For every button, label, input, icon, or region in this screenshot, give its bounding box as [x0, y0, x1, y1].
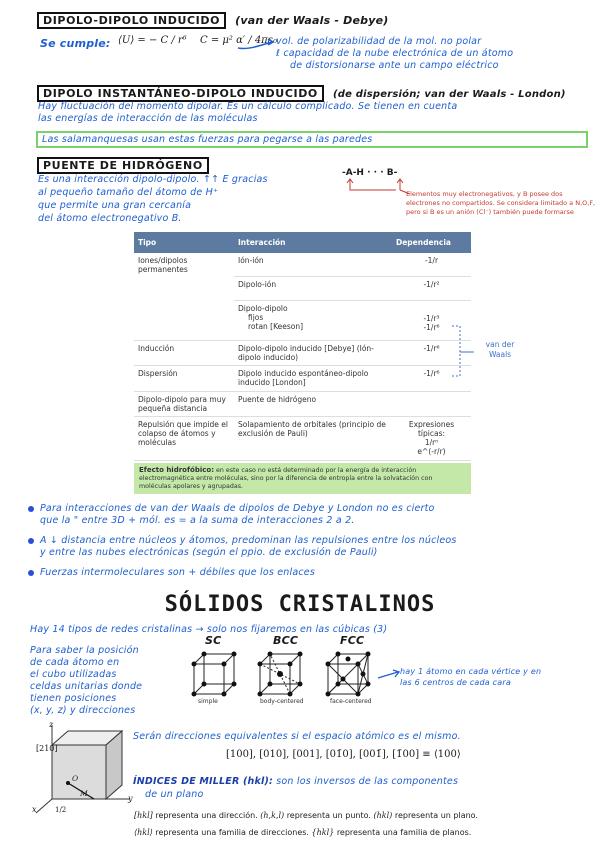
text-line: celdas unitarias donde [30, 681, 143, 692]
list-item [28, 535, 598, 559]
fcc-cube-diagram [324, 650, 376, 702]
fcc-label: FCC [340, 634, 365, 647]
equivalent-directions-formula: [100], [010], [001], [01̄0], [001̄], [1̄00] ≡ ⟨100⟩ [226, 749, 461, 760]
cell-dependencia: -1/r [392, 253, 471, 276]
fluctuation-text [38, 101, 598, 125]
note-line: ℓ capacidad de la nube electrónica de un átomo [276, 48, 514, 59]
vdw-label: van der Waals [485, 340, 515, 359]
list-item [28, 503, 598, 527]
text-line: Para saber la posición [30, 645, 139, 656]
cell-text: -1/r⁶ [423, 322, 440, 332]
fraction-label: 1/2 [55, 806, 67, 814]
position-explanation [30, 645, 205, 717]
cell-tipo: Dipolo-dipolo para muy pequeña distancia [134, 391, 234, 416]
text-line: Fuerzas intermoleculares son + débiles que los enlaces [40, 567, 316, 578]
miller-cube-diagram [24, 723, 134, 818]
miller-definition-cont: de un plano [145, 789, 204, 800]
gecko-note: Las salamanquesas usan estas fuerzas para pegarse a las paredes [36, 131, 588, 148]
formula-constant: C = μ² α′ / 4πε₀ [200, 35, 278, 46]
section-subtitle: (van der Waals - Debye) [235, 14, 389, 27]
cell-tipo: Iones/dipolos permanentes [134, 253, 234, 340]
text-line: las 6 centros de cada cara [400, 678, 511, 687]
interactions-table [134, 232, 471, 461]
cell-tipo: Inducción [134, 340, 234, 365]
table-row [134, 391, 471, 416]
text-line: las energías de interacción de las moléculas [38, 113, 258, 124]
point-m-label: M [80, 789, 88, 798]
miller-definition: son los inversos de las componentes [276, 776, 459, 787]
text-line: el cubo utilizadas [30, 669, 117, 680]
section-hydrogen-bond [37, 154, 209, 173]
text-line: Para interacciones de van der Waals de dipolos de Debye y London no es cierto [40, 503, 435, 514]
notation-symbol: ⟨hkl⟩ [134, 828, 153, 837]
table-row [134, 253, 471, 276]
formula-energy: ⟨U⟩ = − C / r⁶ [118, 35, 187, 46]
table-row [134, 340, 471, 365]
equivalent-directions-line: Serán direcciones equivalentes si el espacio atómico es el mismo. [133, 731, 461, 742]
cell-text: Dipolo-dipolo [238, 303, 288, 313]
notation-text: representa un plano. [394, 811, 478, 820]
text-line: que la " entre 3D + mól. es = a la suma de interacciones 2 a 2. [40, 515, 355, 526]
table-header-row [134, 232, 471, 253]
page-title: SÓLIDOS CRISTALINOS [164, 592, 436, 617]
bcc-caption: body-centered [260, 698, 304, 705]
notation-summary [134, 807, 594, 841]
fcc-note [400, 666, 595, 688]
cell-text: -1/r³ [423, 313, 440, 323]
footer-title: Efecto hidrofóbico: [139, 465, 214, 474]
cell-text: rotan [Keeson] [248, 321, 304, 331]
cell-text: Expresiones [408, 419, 455, 429]
cell-interaccion: Ión-ión [234, 253, 392, 276]
notation-text: representa un punto. [286, 811, 371, 820]
section-title-dipolo-inducido: DIPOLO-DIPOLO INDUCIDO [37, 12, 226, 29]
notation-text: representa una familia de direcciones. [155, 828, 309, 837]
axis-y-label: y [128, 794, 133, 803]
table-row [134, 365, 471, 391]
lattice-types-line: Hay 14 tipos de redes cristalinas → solo nos fijaremos en las cúbicas (3) [30, 624, 388, 635]
cell-interaccion: Solapamiento de orbitales (principio de exclusión de Pauli) [234, 416, 392, 460]
cell-interaccion: Puente de hidrógeno [234, 391, 392, 416]
section-subtitle: (de dispersión; van der Waals - London) [332, 89, 566, 100]
cell-dependencia: -1/r⁶ [392, 340, 471, 365]
arrow-to-note [236, 36, 276, 56]
note-line: vol. de polarizabilidad de la mol. no polar [276, 36, 482, 47]
text-line: hay 1 átomo en cada vértice y en [400, 667, 542, 676]
bullet-list [28, 503, 598, 579]
note-line: de distorsionarse ante un campo eléctrico [290, 60, 499, 71]
sc-caption: simple [198, 698, 218, 705]
section-title-puente-hidrogeno: PUENTE DE HIDRÓGENO [37, 157, 209, 174]
footer-text: en este caso no está determinado por la energía de interacción electromagnética entre moléculas, sino por la diferencia de entropía entre la solvatación con moléculas apolares y agrupadas. [139, 466, 433, 490]
text-line: de cada átomo en [30, 657, 120, 668]
notation-text: representa una dirección. [155, 811, 258, 820]
text-line: y entre las nubes electrónicas (según el ppio. de exclusión de Pauli) [40, 547, 378, 558]
polarizability-note [276, 36, 596, 72]
header-interaccion: Interacción [234, 232, 392, 253]
cell-text: 1/rⁿ [424, 437, 439, 447]
cell-interaccion: Dipolo-ión [234, 276, 392, 300]
direction-label: [210] [36, 744, 58, 753]
notation-line [134, 824, 594, 841]
header-tipo: Tipo [134, 232, 234, 253]
bullet-dot [28, 506, 34, 512]
fcc-arrow [376, 668, 402, 682]
bcc-cube-diagram [256, 650, 308, 702]
bullet-dot [28, 538, 34, 544]
bcc-label: BCC [273, 634, 299, 647]
notation-text: representa una familia de planos. [336, 828, 472, 837]
cell-tipo: Dispersión [134, 365, 234, 391]
cell-tipo: Repulsión que impide el colapso de átomos y moléculas [134, 416, 234, 460]
text-line: (x, y, z) y direcciones [30, 705, 136, 716]
cumple-label: Se cumple: [40, 37, 111, 50]
hydrogen-bond-text [38, 173, 328, 225]
text-line: al pequeño tamaño del átomo de H⁺ [38, 187, 219, 198]
sc-label: SC [205, 634, 222, 647]
text-line: tienen posiciones [30, 693, 117, 704]
notation-symbol: (hkl) [373, 811, 393, 820]
sc-cube-diagram [190, 650, 240, 702]
notation-symbol: {hkl} [311, 828, 335, 837]
cell-dependencia: -1/r⁶ [392, 365, 471, 391]
text-line: que permite una gran cercanía [38, 200, 192, 211]
bond-label: -A-H · · · B- [342, 168, 398, 178]
section-van-der-waals-debye [37, 9, 389, 28]
notation-symbol: (h,k,l) [260, 811, 285, 820]
cell-text: fijos [248, 312, 264, 322]
cell-interaccion: Dipolo-dipolo inducido [Debye] (Ión-dipolo inducido) [234, 340, 392, 365]
text-line: A ↓ distancia entre núcleos y átomos, predominan las repulsiones entre los núcleos [40, 535, 457, 546]
cell-dependencia: -1/r² [392, 276, 471, 300]
cell-text: típicas: [417, 428, 446, 438]
text-line: Hay fluctuación del momento dipolar. Es un cálculo complicado. Se tienen en cuenta [38, 101, 458, 112]
cell-dependencia [392, 416, 471, 460]
point-o-label: O [72, 774, 79, 783]
electronegative-note: Elementos muy electronegativos, y B posee dos electrones no compartidos. Se considera limitado a N,O,F, pero si B es un anión (Cl⁻) también puede formarse [406, 190, 596, 216]
text-line: del átomo electronegativo B. [38, 213, 182, 224]
fcc-caption: face-centered [330, 698, 372, 705]
miller-indices-definition [133, 775, 593, 801]
interactions-table-container [134, 232, 471, 494]
section-london [37, 82, 566, 101]
axis-x-label: x [32, 805, 37, 814]
cell-interaccion: Dipolo inducido espontáneo-dipolo inducido [London] [234, 365, 392, 391]
list-item [28, 567, 598, 579]
section-title-dipolo-instantaneo: DIPOLO INSTANTÁNEO-DIPOLO INDUCIDO [37, 85, 324, 102]
table-row [134, 416, 471, 460]
hydrophobic-footer [134, 463, 471, 494]
notation-symbol: [hkl] [134, 811, 153, 820]
text-line: Es una interacción dipolo-dipolo. ↑↑ E gracias [38, 174, 268, 185]
cell-interaccion [234, 300, 392, 340]
header-dependencia: Dependencia [392, 232, 471, 253]
miller-title: ÍNDICES DE MILLER (hkl): [133, 776, 274, 787]
axis-z-label: z [49, 720, 54, 729]
cell-text: e^(-r/r) [417, 446, 446, 456]
notation-line [134, 807, 594, 824]
cell-dependencia [392, 391, 471, 416]
bullet-dot [28, 570, 34, 576]
